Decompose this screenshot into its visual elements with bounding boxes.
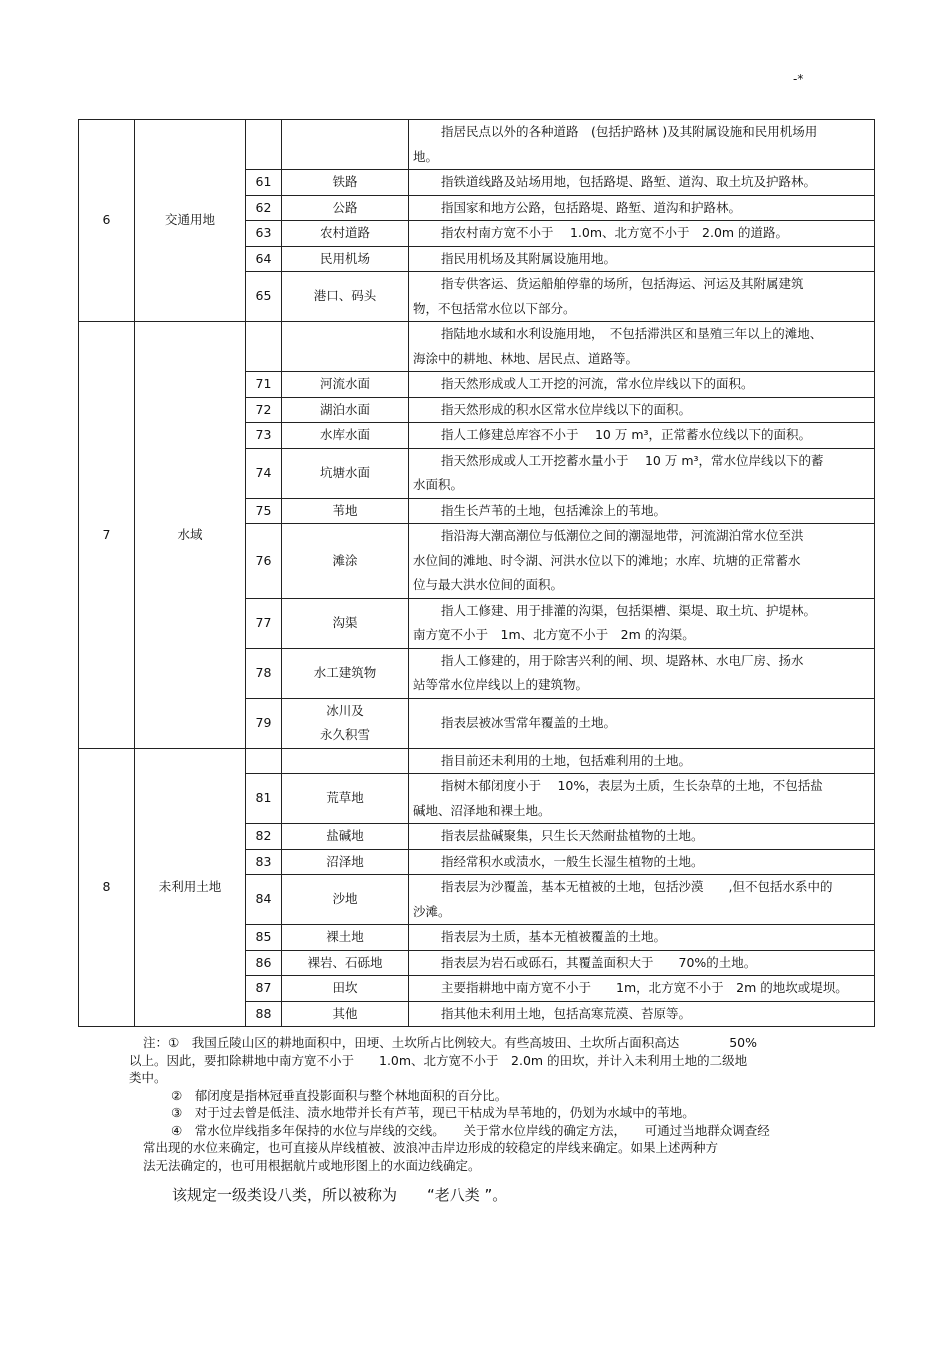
description bbox=[409, 524, 875, 599]
description-line: 指天然形成的积水区常水位岸线以下的面积。 bbox=[441, 401, 692, 417]
description-line: 指目前还未利用的土地，包括难利用的土地。 bbox=[441, 752, 692, 768]
description-line: 指人工修建、用于排灌的沟渠，包括渠槽、渠堤、取土坑、护堤林。 bbox=[441, 602, 817, 618]
description bbox=[409, 698, 875, 748]
sub-name: 沼泽地 bbox=[282, 849, 409, 875]
sub-code bbox=[246, 120, 282, 170]
sub-code: 86 bbox=[246, 950, 282, 976]
description bbox=[409, 976, 875, 1002]
sub-name: 沟渠 bbox=[282, 598, 409, 648]
description bbox=[409, 272, 875, 322]
description-line: 指生长芦苇的土地，包括滩涂上的苇地。 bbox=[441, 502, 667, 518]
description bbox=[409, 372, 875, 398]
sub-name bbox=[282, 698, 409, 748]
description-line: 沙滩。 bbox=[413, 903, 451, 919]
sub-code: 81 bbox=[246, 774, 282, 824]
sub-code: 65 bbox=[246, 272, 282, 322]
sub-name: 坑塘水面 bbox=[282, 448, 409, 498]
sub-name: 铁路 bbox=[282, 170, 409, 196]
sub-code: 73 bbox=[246, 423, 282, 449]
sub-name: 其他 bbox=[282, 1001, 409, 1027]
sub-name: 河流水面 bbox=[282, 372, 409, 398]
description-line: 指表层被冰雪常年覆盖的土地。 bbox=[441, 714, 617, 730]
group-name: 未利用土地 bbox=[135, 748, 246, 1027]
sub-name: 湖泊水面 bbox=[282, 397, 409, 423]
description-line: 指国家和地方公路，包括路堤、路堑、道沟和护路林。 bbox=[441, 199, 742, 215]
description bbox=[409, 423, 875, 449]
sub-name: 公路 bbox=[282, 195, 409, 221]
description-line: 指人工修建总库容不小于 10 万 m³，正常蓄水位线以下的面积。 bbox=[441, 427, 812, 442]
description-line: 指专供客运、货运船舶停靠的场所，包括海运、河运及其附属建筑 bbox=[441, 276, 804, 291]
description bbox=[409, 448, 875, 498]
sub-code: 74 bbox=[246, 448, 282, 498]
description-line: 水面积。 bbox=[413, 477, 464, 492]
description-line: 指经常积水或渍水，一般生长湿生植物的土地。 bbox=[441, 853, 704, 869]
note-line: 常出现的水位来确定，也可直接从岸线植被、波浪冲击岸边形成的较稳定的岸线来确定。如果上述两种方 bbox=[143, 1140, 719, 1155]
description bbox=[409, 774, 875, 824]
sub-name: 荒草地 bbox=[282, 774, 409, 824]
sub-code bbox=[246, 748, 282, 774]
description bbox=[409, 1001, 875, 1027]
sub-name: 裸岩、石砾地 bbox=[282, 950, 409, 976]
sub-code: 78 bbox=[246, 648, 282, 698]
group-code: 8 bbox=[79, 748, 135, 1027]
sub-name: 沙地 bbox=[282, 875, 409, 925]
description-line: 指铁道线路及站场用地，包括路堤、路堑、道沟、取土坑及护路林。 bbox=[441, 174, 817, 189]
sub-name: 民用机场 bbox=[282, 246, 409, 272]
sub-code: 61 bbox=[246, 170, 282, 196]
description-line: 指其他未利用土地，包括高寒荒漠、苔原等。 bbox=[441, 1005, 692, 1021]
sub-code: 79 bbox=[246, 698, 282, 748]
sub-name: 水工建筑物 bbox=[282, 648, 409, 698]
description-line: 指农村南方宽不小于 1.0m、北方宽不小于 2.0m 的道路。 bbox=[441, 225, 789, 240]
description bbox=[409, 648, 875, 698]
sub-name: 裸土地 bbox=[282, 925, 409, 951]
group-name: 水域 bbox=[135, 322, 246, 749]
sub-name: 港口、码头 bbox=[282, 272, 409, 322]
sub-name: 苇地 bbox=[282, 498, 409, 524]
description-line: 指表层盐碱聚集，只生长天然耐盐植物的土地。 bbox=[441, 828, 704, 843]
description-line: 水位间的滩地、时令湖、河洪水位以下的滩地；水库、坑塘的正常蓄水 bbox=[413, 552, 801, 568]
sub-name bbox=[282, 748, 409, 774]
description-line: 海涂中的耕地、林地、居民点、道路等。 bbox=[413, 350, 639, 366]
note-line: 法无法确定的，也可用根据航片或地形图上的水面边线确定。 bbox=[143, 1157, 481, 1173]
sub-code: 77 bbox=[246, 598, 282, 648]
closing-statement: 该规定一级类设八类，所以被称为 “老八类 ”。 bbox=[172, 1186, 508, 1204]
description-line: 指人工修建的，用于除害兴利的闸、坝、堤路林、水电厂房、扬水 bbox=[441, 652, 804, 668]
description bbox=[409, 322, 875, 372]
sub-code: 87 bbox=[246, 976, 282, 1002]
sub-name: 田坎 bbox=[282, 976, 409, 1002]
page-mark: -* bbox=[793, 72, 804, 86]
description bbox=[409, 824, 875, 850]
description bbox=[409, 246, 875, 272]
description bbox=[409, 748, 875, 774]
description-line: 碱地、沼泽地和裸土地。 bbox=[413, 802, 551, 818]
description-line: 指天然形成或人工开挖的河流，常水位岸线以下的面积。 bbox=[441, 376, 754, 391]
description bbox=[409, 397, 875, 423]
description bbox=[409, 221, 875, 247]
description-line: 指沿海大潮高潮位与低潮位之间的潮湿地带，河流湖泊常水位至洪 bbox=[441, 528, 804, 543]
sub-code: 76 bbox=[246, 524, 282, 599]
description bbox=[409, 120, 875, 170]
land-classification-table bbox=[78, 119, 875, 1027]
sub-code: 75 bbox=[246, 498, 282, 524]
description-line: 指天然形成或人工开挖蓄水量小于 10 万 m³，常水位岸线以下的蓄 bbox=[441, 452, 824, 468]
sub-code: 72 bbox=[246, 397, 282, 423]
sub-name-line: 冰川及 bbox=[326, 702, 364, 718]
note-line: ③ 对于过去曾是低洼、渍水地带并长有芦苇，现已干枯成为旱苇地的，仍划为水域中的苇地。 bbox=[171, 1105, 695, 1120]
table-row bbox=[79, 748, 875, 774]
group-code: 7 bbox=[79, 322, 135, 749]
sub-code: 83 bbox=[246, 849, 282, 875]
description-line: 指树木郁闭度小于 10%，表层为土质，生长杂草的土地，不包括盐 bbox=[441, 778, 823, 793]
note-line: ② 郁闭度是指林冠垂直投影面积与整个林地面积的百分比。 bbox=[171, 1087, 508, 1103]
table-row bbox=[79, 322, 875, 372]
note-line: ④ 常水位岸线指多年保持的水位与岸线的交线。 关于常水位岸线的确定方法， 可通过当地群众调查经 bbox=[171, 1122, 770, 1138]
sub-code: 64 bbox=[246, 246, 282, 272]
description bbox=[409, 598, 875, 648]
sub-name: 农村道路 bbox=[282, 221, 409, 247]
notes bbox=[129, 1034, 813, 1174]
description-line: 地。 bbox=[413, 148, 439, 164]
sub-code: 88 bbox=[246, 1001, 282, 1027]
description-line: 指居民点以外的各种道路 (包括护路林 )及其附属设施和民用机场用 bbox=[441, 124, 818, 139]
description-line: 指表层为沙覆盖，基本无植被的土地，包括沙漠 ,但不包括水系中的 bbox=[441, 879, 833, 894]
description bbox=[409, 498, 875, 524]
description bbox=[409, 925, 875, 951]
description-line: 位与最大洪水位间的面积。 bbox=[413, 577, 564, 592]
description-line: 指陆地水域和水利设施用地， 不包括滞洪区和垦殖三年以上的滩地、 bbox=[441, 326, 823, 341]
description bbox=[409, 195, 875, 221]
sub-name bbox=[282, 120, 409, 170]
sub-code: 82 bbox=[246, 824, 282, 850]
sub-name: 盐碱地 bbox=[282, 824, 409, 850]
sub-code: 85 bbox=[246, 925, 282, 951]
sub-code: 63 bbox=[246, 221, 282, 247]
description-line: 南方宽不小于 1m、北方宽不小于 2m 的沟渠。 bbox=[413, 627, 695, 642]
description bbox=[409, 849, 875, 875]
description bbox=[409, 875, 875, 925]
sub-name: 水库水面 bbox=[282, 423, 409, 449]
table-row bbox=[79, 120, 875, 170]
note-line: 注：① 我国丘陵山区的耕地面积中，田埂、土坎所占比例较大。有些高坡田、土坎所占面积高达 50% bbox=[143, 1035, 757, 1050]
sub-name bbox=[282, 322, 409, 372]
description bbox=[409, 950, 875, 976]
sub-name: 滩涂 bbox=[282, 524, 409, 599]
sub-name-line: 永久积雪 bbox=[319, 727, 370, 742]
group-code: 6 bbox=[79, 120, 135, 322]
note-line: 类中。 bbox=[129, 1070, 167, 1085]
sub-code: 71 bbox=[246, 372, 282, 398]
sub-code: 62 bbox=[246, 195, 282, 221]
sub-code bbox=[246, 322, 282, 372]
description-line: 指表层为岩石或砾石，其覆盖面积大于 70%的土地。 bbox=[441, 954, 757, 970]
description-line: 物，不包括常水位以下部分。 bbox=[413, 300, 576, 316]
description-line: 主要指耕地中南方宽不小于 1m，北方宽不小于 2m 的地坎或堤坝。 bbox=[441, 980, 848, 995]
note-line: 以上。因此，要扣除耕地中南方宽不小于 1.0m、北方宽不小于 2.0m 的田坎，并计入未利用土地的二级地 bbox=[129, 1052, 748, 1068]
description-line: 站等常水位岸线以上的建筑物。 bbox=[413, 677, 589, 692]
description-line: 指表层为土质，基本无植被覆盖的土地。 bbox=[441, 929, 667, 944]
description-line: 指民用机场及其附属设施用地。 bbox=[441, 250, 617, 266]
group-name: 交通用地 bbox=[135, 120, 246, 322]
sub-code: 84 bbox=[246, 875, 282, 925]
description bbox=[409, 170, 875, 196]
